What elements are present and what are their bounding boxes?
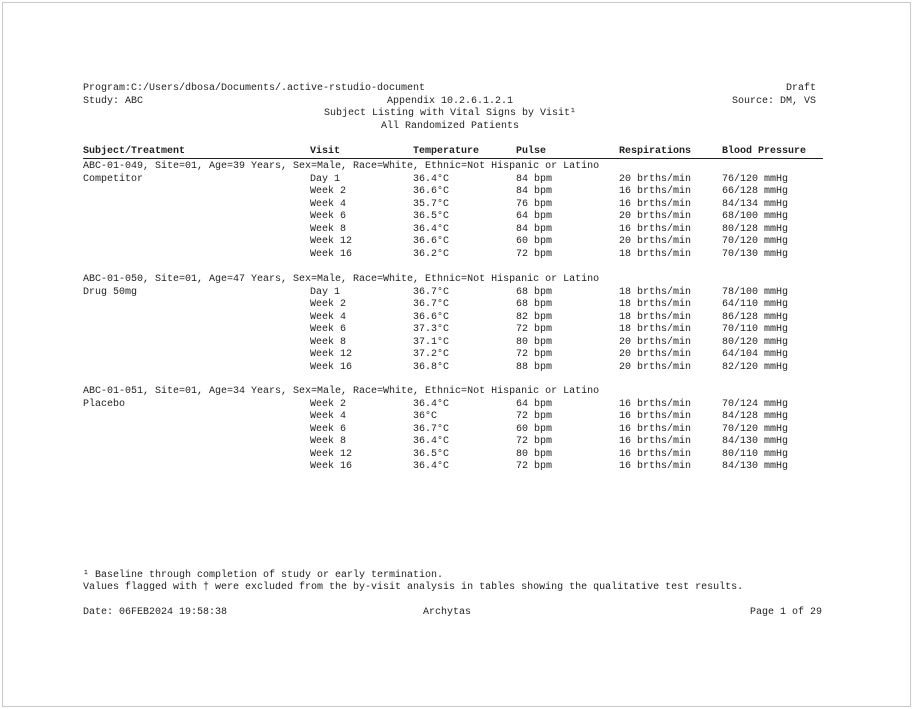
cell-respirations: 20 brths/min xyxy=(619,236,692,247)
cell-blood-pressure: 70/130 mmHg xyxy=(722,248,789,260)
cell-temperature: 36.4°C xyxy=(413,461,450,472)
cell-visit: Week 6 xyxy=(310,423,347,435)
cell-respirations: 20 brths/min xyxy=(619,349,692,360)
cell-blood-pressure: 68/100 mmHg xyxy=(722,211,789,222)
cell-temperature: 36.7°C xyxy=(413,299,450,310)
cell-blood-pressure: 70/120 mmHg xyxy=(722,236,789,247)
cell-temperature: 36.8°C xyxy=(413,361,450,373)
treatment-label: Drug 50mg xyxy=(83,286,138,298)
cell-pulse: 88 bpm xyxy=(516,361,553,373)
cell-respirations: 18 brths/min xyxy=(619,311,692,323)
cell-respirations: 20 brths/min xyxy=(619,361,692,373)
cell-temperature: 36.4°C xyxy=(413,223,450,235)
cell-blood-pressure: 70/120 mmHg xyxy=(722,423,789,435)
subject-info-line: ABC-01-050, Site=01, Age=47 Years, Sex=Male, Race=White, Ethnic=Not Hispanic or Latino xyxy=(83,274,600,285)
cell-blood-pressure: 76/120 mmHg xyxy=(722,173,789,185)
cell-temperature: 36.7°C xyxy=(413,286,450,298)
cell-temperature: 36.4°C xyxy=(413,173,450,185)
cell-visit: Day 1 xyxy=(310,286,341,298)
cell-visit: Week 8 xyxy=(310,223,347,235)
cell-visit: Week 2 xyxy=(310,186,347,197)
cell-visit: Week 4 xyxy=(310,411,347,422)
cell-blood-pressure: 64/104 mmHg xyxy=(722,349,789,360)
cell-visit: Week 6 xyxy=(310,324,347,335)
cell-temperature: 36.4°C xyxy=(413,398,450,410)
cell-temperature: 36.6°C xyxy=(413,186,450,197)
cell-respirations: 18 brths/min xyxy=(619,299,692,310)
cell-pulse: 80 bpm xyxy=(516,448,553,460)
cell-pulse: 72 bpm xyxy=(516,248,553,260)
cell-pulse: 64 bpm xyxy=(516,211,553,222)
treatment-label: Placebo xyxy=(83,398,126,410)
cell-blood-pressure: 80/110 mmHg xyxy=(722,448,789,460)
col-header-visit: Visit xyxy=(310,146,341,157)
cell-blood-pressure: 84/130 mmHg xyxy=(722,461,789,472)
author-label: Archytas xyxy=(423,607,472,618)
cell-respirations: 20 brths/min xyxy=(619,173,692,185)
subject-info-line: ABC-01-049, Site=01, Age=39 Years, Sex=Male, Race=White, Ethnic=Not Hispanic or Latino xyxy=(83,161,600,172)
cell-visit: Week 2 xyxy=(310,398,347,410)
cell-visit: Week 12 xyxy=(310,448,353,460)
cell-temperature: 36.2°C xyxy=(413,248,450,260)
cell-temperature: 36.6°C xyxy=(413,311,450,323)
listing-title: Subject Listing with Vital Signs by Visit¹ xyxy=(323,108,577,119)
cell-temperature: 37.3°C xyxy=(413,324,450,335)
program-path: Program:C:/Users/dbosa/Documents/.active-rstudio-document xyxy=(83,83,426,94)
cell-respirations: 16 brths/min xyxy=(619,448,692,460)
cell-pulse: 60 bpm xyxy=(516,423,553,435)
cell-blood-pressure: 82/120 mmHg xyxy=(722,361,789,373)
cell-visit: Day 1 xyxy=(310,173,341,185)
cell-respirations: 20 brths/min xyxy=(619,336,692,348)
cell-respirations: 16 brths/min xyxy=(619,398,692,410)
cell-respirations: 16 brths/min xyxy=(619,411,692,422)
cell-respirations: 16 brths/min xyxy=(619,223,692,235)
cell-pulse: 84 bpm xyxy=(516,186,553,197)
cell-respirations: 16 brths/min xyxy=(619,461,692,472)
cell-temperature: 37.2°C xyxy=(413,349,450,360)
draft-status: Draft xyxy=(785,83,816,94)
population-label: All Randomized Patients xyxy=(380,121,520,132)
cell-temperature: 36.6°C xyxy=(413,236,450,247)
subject-info-line: ABC-01-051, Site=01, Age=34 Years, Sex=Male, Race=White, Ethnic=Not Hispanic or Latino xyxy=(83,386,600,397)
col-header-pulse: Pulse xyxy=(516,146,547,157)
col-header-temperature: Temperature xyxy=(413,146,480,157)
cell-visit: Week 16 xyxy=(310,361,353,373)
cell-visit: Week 4 xyxy=(310,198,347,210)
cell-respirations: 16 brths/min xyxy=(619,186,692,197)
study-label: Study: ABC xyxy=(83,96,144,107)
cell-blood-pressure: 84/130 mmHg xyxy=(722,436,789,447)
cell-blood-pressure: 70/124 mmHg xyxy=(722,398,789,410)
cell-temperature: 35.7°C xyxy=(413,198,450,210)
cell-visit: Week 12 xyxy=(310,349,353,360)
cell-visit: Week 6 xyxy=(310,211,347,222)
header-rule xyxy=(83,158,823,159)
cell-respirations: 18 brths/min xyxy=(619,324,692,335)
cell-pulse: 84 bpm xyxy=(516,223,553,235)
cell-pulse: 80 bpm xyxy=(516,336,553,348)
col-header-subject: Subject/Treatment xyxy=(83,146,186,157)
cell-blood-pressure: 80/120 mmHg xyxy=(722,336,789,348)
cell-visit: Week 2 xyxy=(310,299,347,310)
cell-visit: Week 12 xyxy=(310,236,353,247)
cell-temperature: 36.7°C xyxy=(413,423,450,435)
cell-temperature: 36°C xyxy=(413,411,438,422)
cell-pulse: 72 bpm xyxy=(516,411,553,422)
col-header-respirations: Respirations xyxy=(619,146,692,157)
cell-pulse: 68 bpm xyxy=(516,299,553,310)
cell-temperature: 36.5°C xyxy=(413,211,450,222)
cell-pulse: 76 bpm xyxy=(516,198,553,210)
cell-pulse: 72 bpm xyxy=(516,461,553,472)
cell-pulse: 68 bpm xyxy=(516,286,553,298)
cell-respirations: 16 brths/min xyxy=(619,198,692,210)
cell-pulse: 72 bpm xyxy=(516,324,553,335)
cell-visit: Week 8 xyxy=(310,336,347,348)
cell-temperature: 36.5°C xyxy=(413,448,450,460)
cell-blood-pressure: 80/128 mmHg xyxy=(722,223,789,235)
cell-temperature: 36.4°C xyxy=(413,436,450,447)
cell-blood-pressure: 70/110 mmHg xyxy=(722,324,789,335)
col-header-blood-pressure: Blood Pressure xyxy=(722,146,807,157)
cell-blood-pressure: 78/100 mmHg xyxy=(722,286,789,298)
cell-blood-pressure: 64/110 mmHg xyxy=(722,299,789,310)
cell-visit: Week 16 xyxy=(310,248,353,260)
cell-blood-pressure: 84/134 mmHg xyxy=(722,198,789,210)
cell-blood-pressure: 66/128 mmHg xyxy=(722,186,789,197)
cell-pulse: 72 bpm xyxy=(516,349,553,360)
cell-respirations: 16 brths/min xyxy=(619,436,692,447)
page-number: Page 1 of 29 xyxy=(749,607,822,618)
cell-respirations: 18 brths/min xyxy=(619,248,692,260)
run-date: Date: 06FEB2024 19:58:38 xyxy=(83,607,228,618)
cell-pulse: 82 bpm xyxy=(516,311,553,323)
source-label: Source: DM, VS xyxy=(731,96,816,107)
cell-respirations: 18 brths/min xyxy=(619,286,692,298)
appendix-number: Appendix 10.2.6.1.2.1 xyxy=(386,96,514,107)
cell-blood-pressure: 84/128 mmHg xyxy=(722,411,789,422)
cell-visit: Week 4 xyxy=(310,311,347,323)
cell-pulse: 60 bpm xyxy=(516,236,553,247)
footnote-flagged: Values flagged with † were excluded from the by-visit analysis in tables showing the qualitative test results. xyxy=(83,582,744,593)
cell-pulse: 84 bpm xyxy=(516,173,553,185)
cell-pulse: 72 bpm xyxy=(516,436,553,447)
cell-temperature: 37.1°C xyxy=(413,336,450,348)
cell-respirations: 20 brths/min xyxy=(619,211,692,222)
footnote-baseline: ¹ Baseline through completion of study or early termination. xyxy=(83,570,444,581)
cell-visit: Week 16 xyxy=(310,461,353,472)
cell-blood-pressure: 86/128 mmHg xyxy=(722,311,789,323)
cell-pulse: 64 bpm xyxy=(516,398,553,410)
cell-respirations: 16 brths/min xyxy=(619,423,692,435)
cell-visit: Week 8 xyxy=(310,436,347,447)
treatment-label: Competitor xyxy=(83,173,144,185)
